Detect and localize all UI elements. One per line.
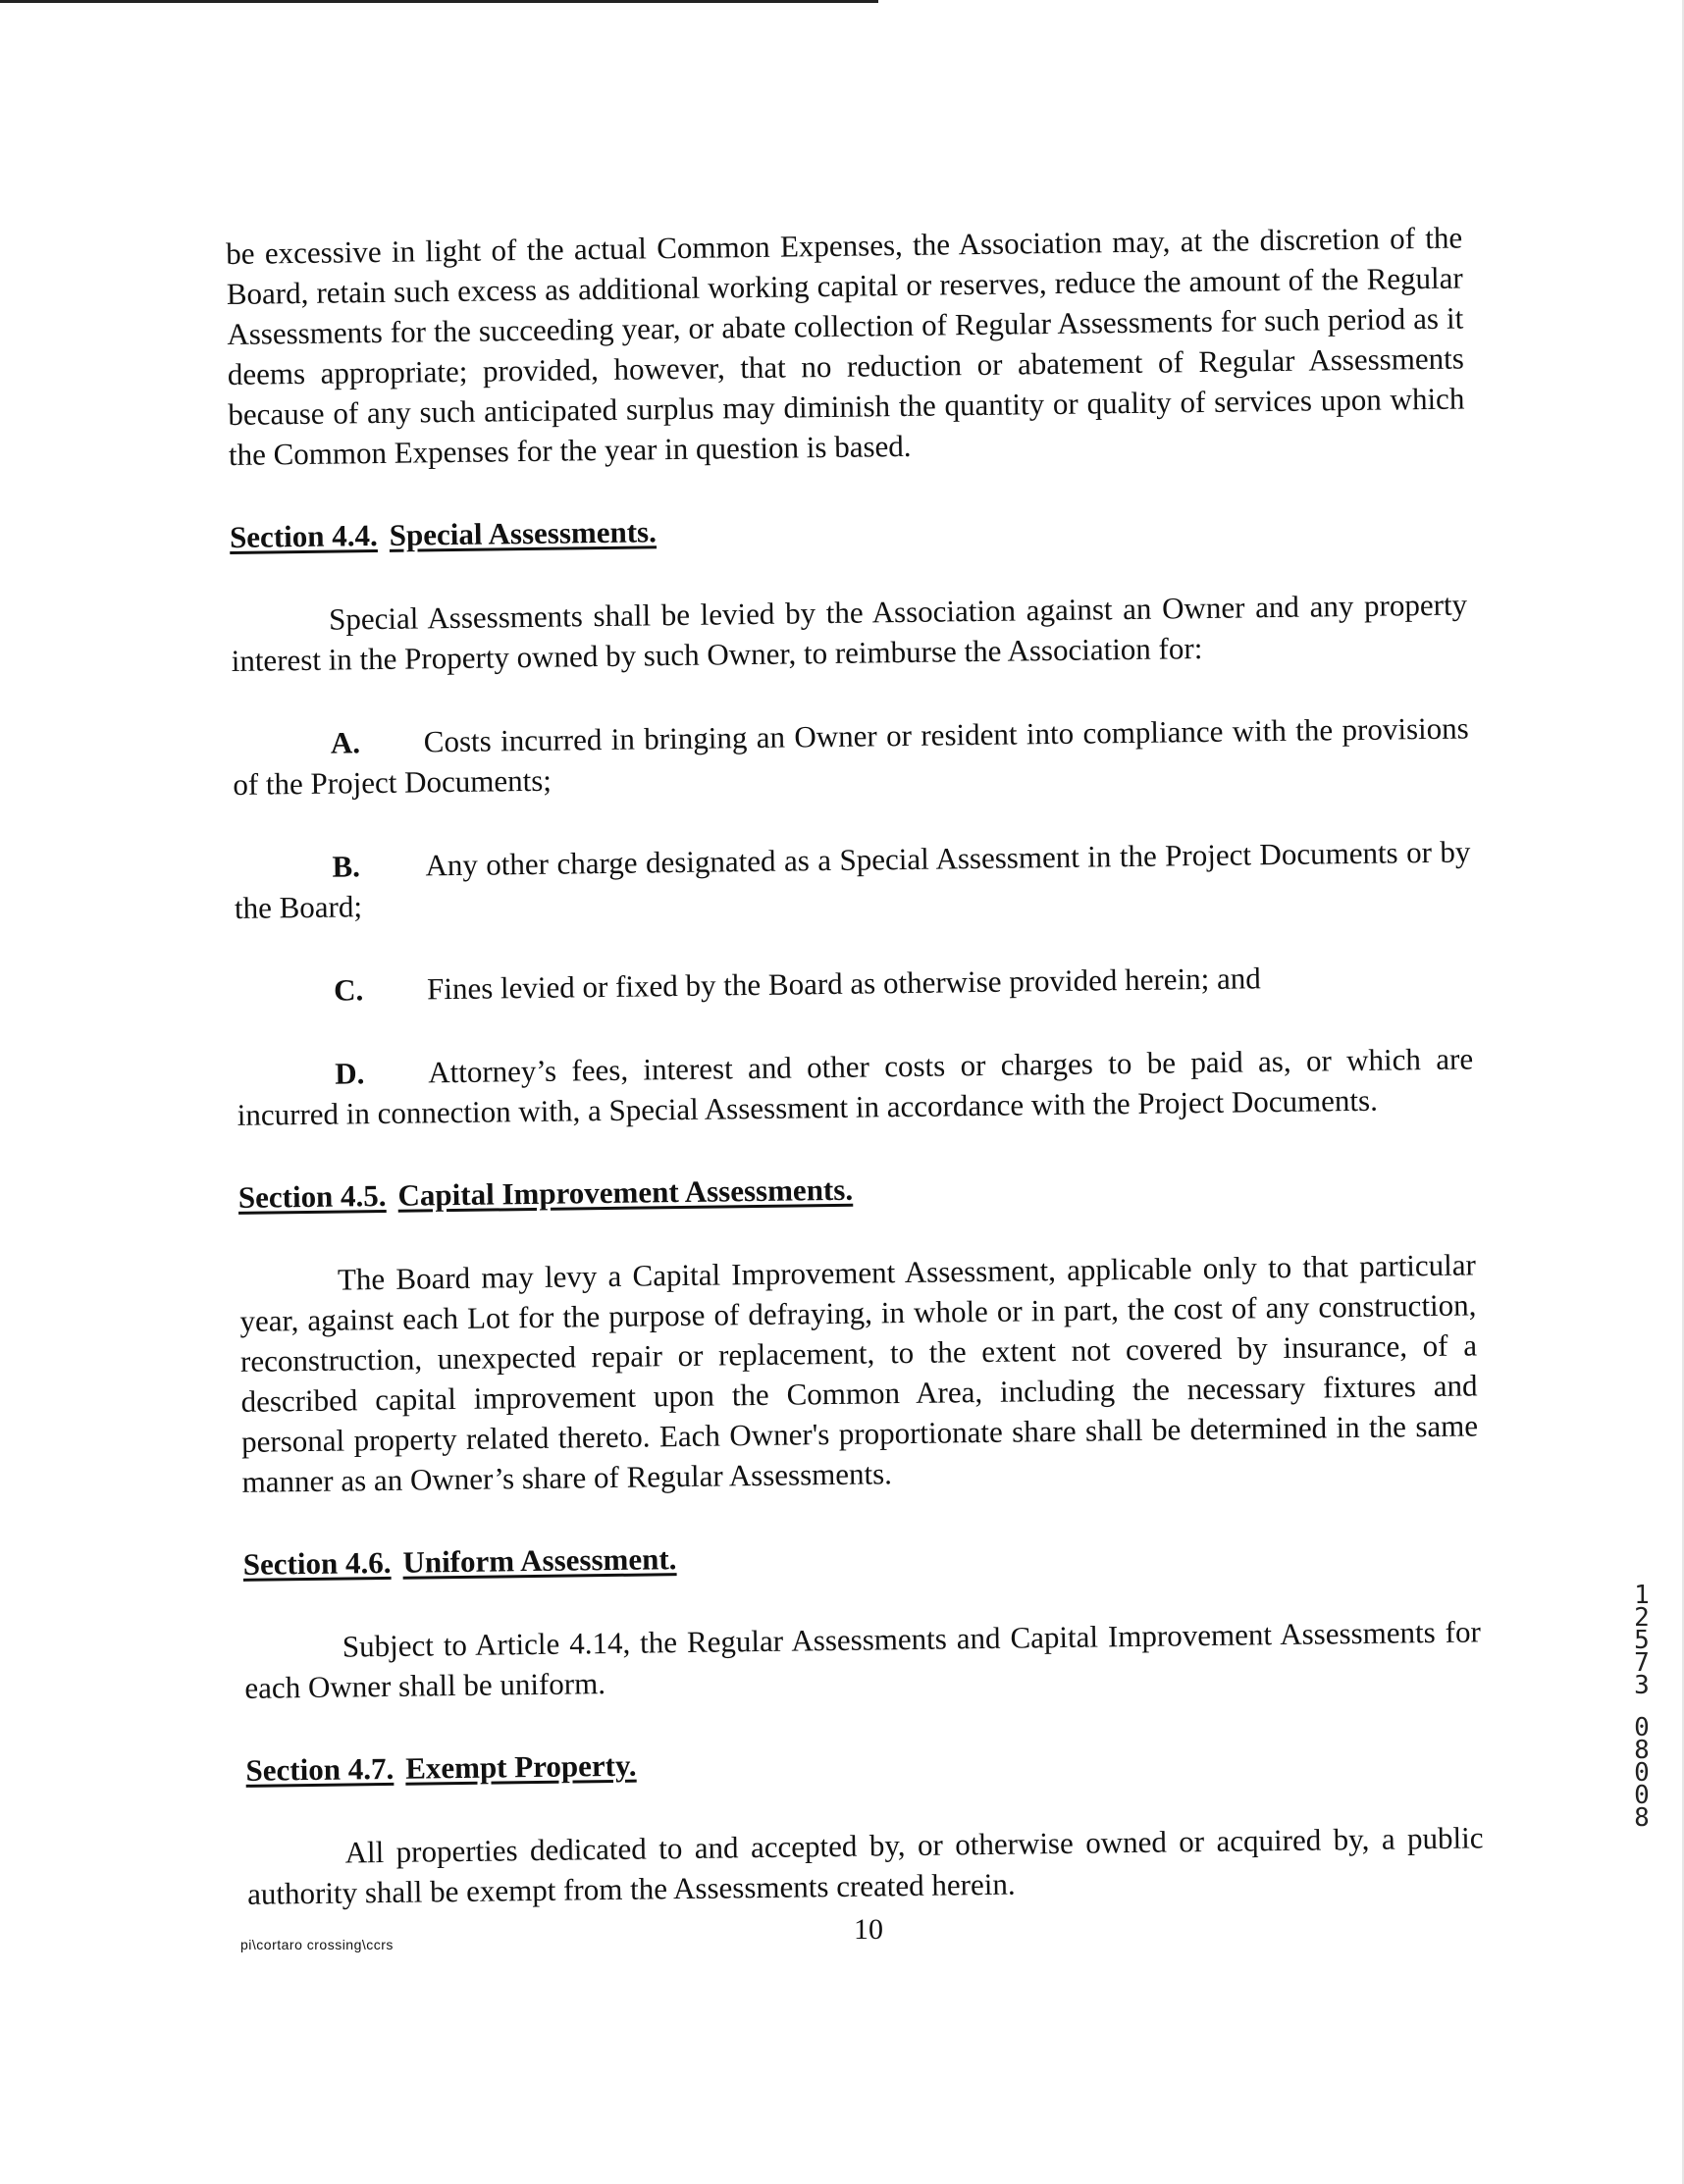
section-title: Special Assessments. xyxy=(389,514,658,552)
section-title: Exempt Property. xyxy=(404,1747,637,1786)
list-item-d xyxy=(237,1038,1474,1134)
stamp-digit: 3 xyxy=(1634,1671,1650,1700)
list-text: Any other charge designated as a Special Assessment in the Project Documents or by the Board; xyxy=(234,834,1471,925)
list-text: Attorney’s fees, interest and other costs or charges to be paid as, or which are incurred in connection with, a Special Assessment in accordance with the Project Documents. xyxy=(237,1041,1474,1132)
list-text: Costs incurred in bringing an Owner or resident into compliance with the provisions of the Project Documents; xyxy=(233,710,1469,802)
stamp-digit: 2 xyxy=(1634,1603,1650,1633)
intro-paragraph: be excessive in light of the actual Common Expenses, the Association may, at the discretion of the Board, retain such excess as additional working capital or reserves, reduce the amount of the Regular Assessments for the succeeding year, or abate collection of Regular Assessments for such period as it deems appropriate; provided, however, that no reduction or abatement of Regular Assessments because of any such anticipated surplus may diminish the quantity or quality of services upon which the Common Expenses for the year in question is based. xyxy=(226,220,1465,472)
section-number: Section 4.4. xyxy=(229,518,378,554)
list-letter: C. xyxy=(333,972,364,1008)
list-letter: D. xyxy=(334,1056,365,1091)
section-number: Section 4.6. xyxy=(242,1544,392,1582)
stamp-digit: 0 xyxy=(1634,1781,1650,1810)
section-4-7-body: All properties dedicated to and accepted by, or otherwise owned or acquired by, a public authority shall be exempt from the Assessments created herein. xyxy=(246,1820,1484,1911)
document-page xyxy=(226,218,1484,1914)
page-number: 10 xyxy=(854,1913,883,1946)
section-4-4-body: Special Assessments shall be levied by the Association against an Owner and any property interest in the Property owned by such Owner, to reimburse the Association for: xyxy=(231,587,1468,678)
stamp-digit: 8 xyxy=(1634,1803,1650,1833)
stamp-digit: 7 xyxy=(1634,1648,1650,1678)
stamp-digit: 5 xyxy=(1634,1626,1650,1655)
top-border-line xyxy=(0,0,878,3)
list-letter: A. xyxy=(330,725,361,760)
stamp-digit: 0 xyxy=(1634,1713,1650,1742)
section-title: Uniform Assessment. xyxy=(402,1541,677,1580)
stamp-digit: 0 xyxy=(1634,1758,1650,1788)
list-letter: B. xyxy=(332,849,361,884)
section-title: Capital Improvement Assessments. xyxy=(397,1171,854,1213)
recording-stamp xyxy=(1622,1581,1661,1833)
footer-file-path: pi\cortaro crossing\ccrs xyxy=(240,1937,394,1952)
section-number: Section 4.7. xyxy=(245,1750,395,1788)
stamp-digit: 8 xyxy=(1634,1736,1650,1765)
list-text: Fines levied or fixed by the Board as otherwise provided herein; and xyxy=(426,961,1261,1007)
section-4-5-body: The Board may levy a Capital Improvement Assessment, applicable only to that particular year, against each Lot for the purpose of defraying, in whole or in part, the cost of any construction, reconstruction, unexpected repair or replacement, to the extent not covered by insurance, of a described capital improvement upon the Common Area, including the necessary fixtures and personal property related thereto. Each Owner's proportionate share shall be determined in the same manner as an Owner’s share of Regular Assessments. xyxy=(239,1247,1479,1499)
stamp-digit: 1 xyxy=(1634,1581,1650,1610)
section-number: Section 4.5. xyxy=(237,1177,387,1215)
section-4-6-body: Subject to Article 4.14, the Regular Assessments and Capital Improvement Assessments for each Owner shall be uniform. xyxy=(244,1614,1481,1705)
